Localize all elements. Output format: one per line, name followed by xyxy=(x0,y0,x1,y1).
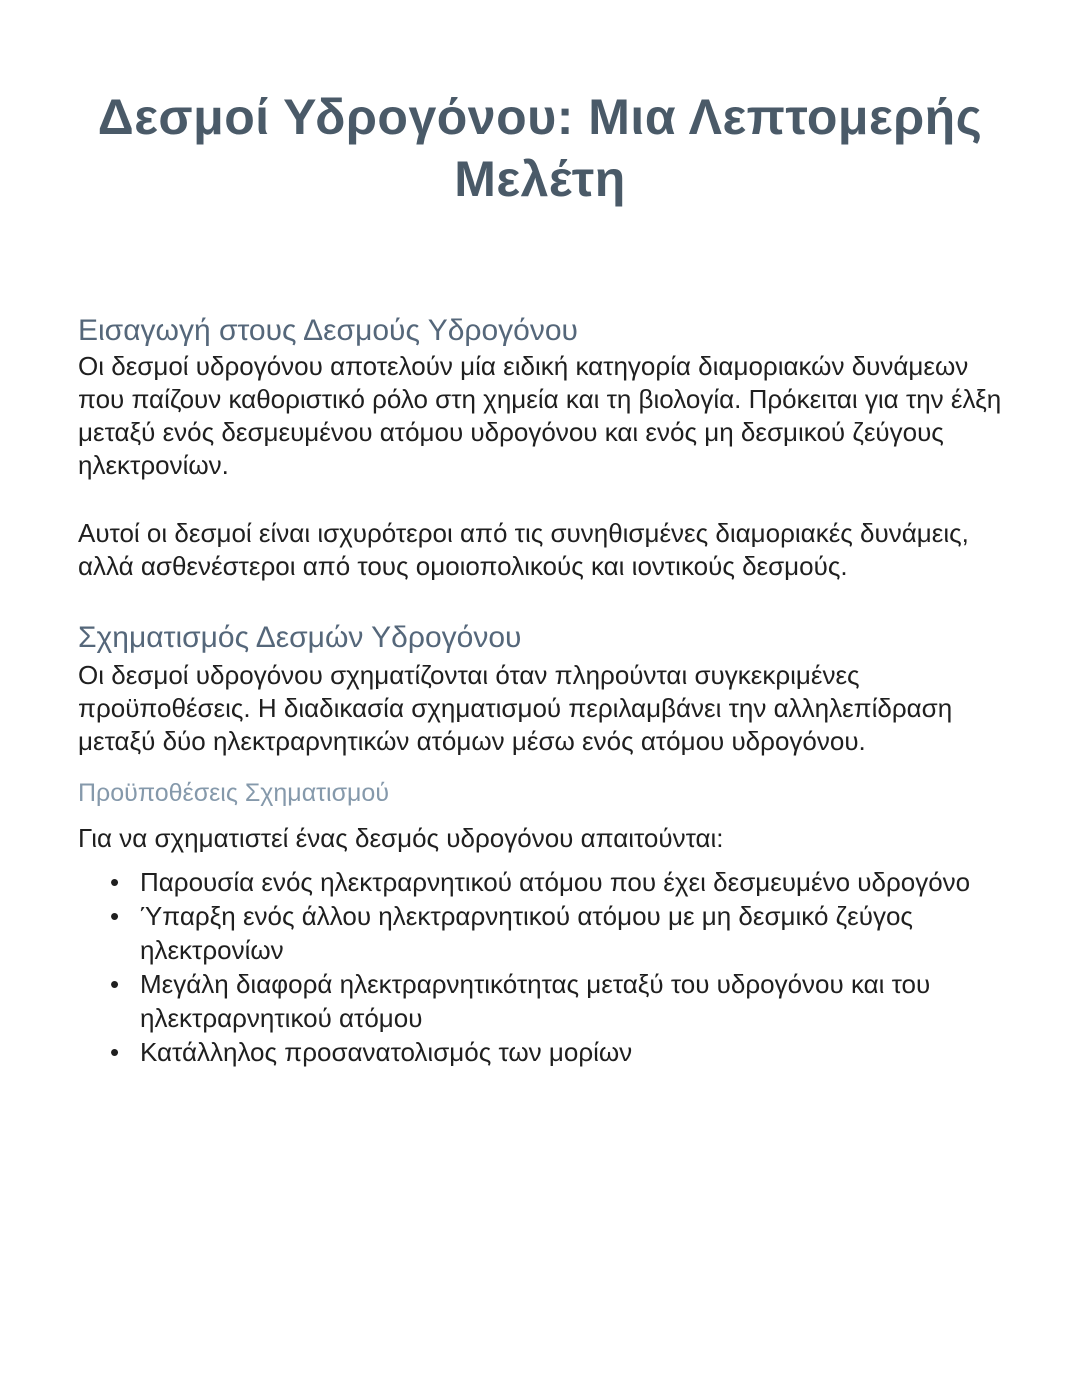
list-item xyxy=(110,899,1002,967)
list-item-text: Κατάλληλος προσανατολισμός των μορίων xyxy=(140,1037,633,1067)
subsection-heading: Προϋποθέσεις Σχηματισμού xyxy=(78,779,389,807)
bullet-icon: • xyxy=(110,901,120,931)
list-item-text: Παρουσία ενός ηλεκτραρνητικού ατόμου που έχει δεσμευμένο υδρογόνο xyxy=(140,867,971,897)
list-item xyxy=(110,865,1002,899)
conditions-list xyxy=(78,865,1002,1069)
subsection-conditions xyxy=(78,777,1002,1069)
section-formation xyxy=(78,619,1002,1069)
paragraph: Οι δεσμοί υδρογόνου σχηματίζονται όταν πληρούνται συγκεκριμένες προϋποθέσεις. Η διαδικασία σχηματισμού περιλαμβάνει την αλληλεπίδραση μεταξύ δύο ηλεκτραρνητικών ατόμων μέσω ενός ατόμου υδρογόνου. xyxy=(78,660,953,756)
section-introduction xyxy=(78,312,1002,583)
section-heading: Σχηματισμός Δεσμών Υδρογόνου xyxy=(78,621,522,654)
page-title: Δεσμοί Υδρογόνου: Μια Λεπτομερής Μελέτη xyxy=(97,89,983,207)
section-heading: Εισαγωγή στους Δεσμούς Υδρογόνου xyxy=(78,314,578,347)
list-item xyxy=(110,967,1002,1035)
list-intro: Για να σχηματιστεί ένας δεσμός υδρογόνου απαιτούνται: xyxy=(78,823,724,853)
bullet-icon: • xyxy=(110,867,120,897)
list-item-text: Μεγάλη διαφορά ηλεκτραρνητικότητας μεταξύ του υδρογόνου και του ηλεκτραρνητικού ατόμου xyxy=(140,969,931,1033)
list-item-text: Ύπαρξη ενός άλλου ηλεκτραρνητικού ατόμου με μη δεσμικό ζεύγος ηλεκτρονίων xyxy=(140,901,913,965)
list-item xyxy=(110,1035,1002,1069)
bullet-icon: • xyxy=(110,969,120,999)
bullet-icon: • xyxy=(110,1037,120,1067)
paragraph: Αυτοί οι δεσμοί είναι ισχυρότεροι από τις συνηθισμένες διαμοριακές δυνάμεις, αλλά ασθενέστεροι από τους ομοιοπολικούς και ιοντικούς δεσμούς. xyxy=(78,518,969,581)
paragraph: Οι δεσμοί υδρογόνου αποτελούν μία ειδική κατηγορία διαμοριακών δυνάμεων που παίζουν καθοριστικό ρόλο στη χημεία και τη βιολογία. Πρόκειται για την έλξη μεταξύ ενός δεσμευμένου ατόμου υδρογόνου και ενός μη δεσμικού ζεύγους ηλεκτρονίων. xyxy=(78,351,1002,480)
